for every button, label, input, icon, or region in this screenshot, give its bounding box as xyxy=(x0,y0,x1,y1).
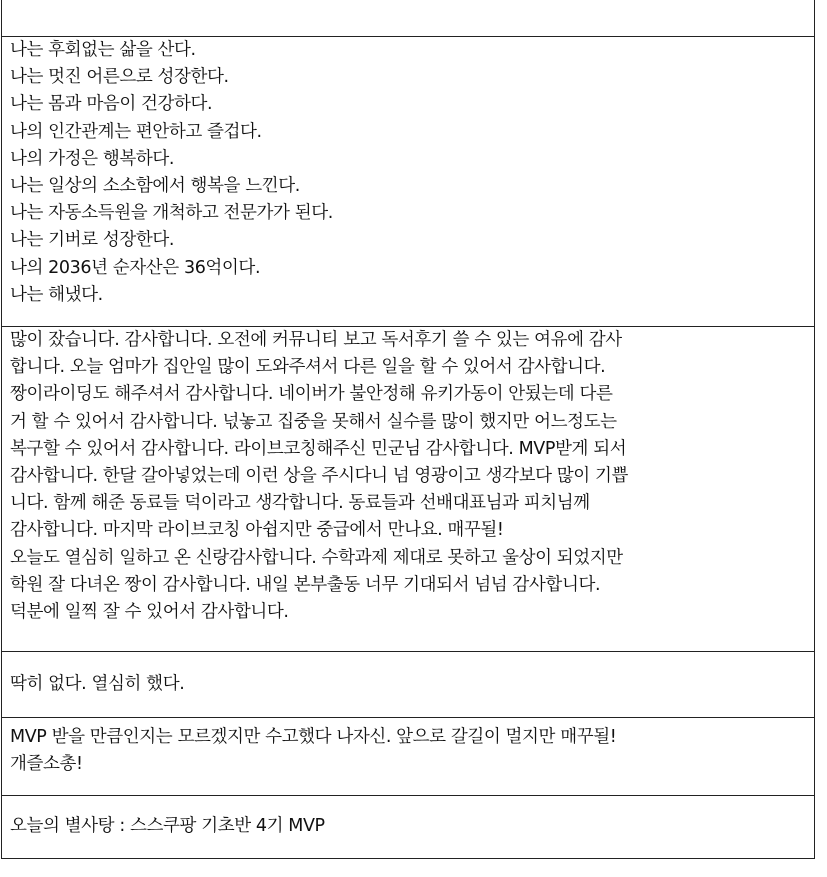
empty-header-row xyxy=(2,0,814,37)
gratitude-line: 합니다. 오늘 엄마가 집안일 많이 도와주셔서 다른 일을 할 수 있어서 감사합니다. xyxy=(10,357,606,378)
affirmation-line: 나의 인간관계는 편안하고 즐겁다. xyxy=(10,121,262,142)
journal-table xyxy=(1,0,815,859)
affirmation-line: 나는 후회없는 삶을 산다. xyxy=(10,40,196,60)
affirmation-line: 나의 2036년 순자산은 36억이다. xyxy=(10,257,261,278)
gratitude-line: 학원 잘 다녀온 짱이 감사합니다. 내일 본부출동 너무 기대되서 넘넘 감사합니다. xyxy=(10,574,601,595)
gratitude-line: 짱이라이딩도 해주셔서 감사합니다. 네이버가 불안정해 유키가동이 안됬는데 다른 xyxy=(10,384,613,405)
gratitude-cell xyxy=(2,326,814,651)
affirmation-line: 나는 멋진 어른으로 성장한다. xyxy=(10,67,229,88)
star-candy-cell xyxy=(2,795,814,858)
mvp-cell xyxy=(2,717,814,795)
affirmation-line: 나의 가정은 행복하다. xyxy=(10,148,175,169)
mvp-line: MVP 받을 만큼인지는 모르겠지만 수고했다 나자신. 앞으로 갈길이 멀지만 매꾸될! xyxy=(10,727,617,747)
gratitude-line: 감사합니다. 마지막 라이브코칭 아쉽지만 중급에서 만나요. 매꾸될! xyxy=(10,520,504,541)
affirmation-line: 나는 몸과 마음이 건강하다. xyxy=(10,94,213,115)
gratitude-line: 복구할 수 있어서 감사합니다. 라이브코칭해주신 민군님 감사합니다. MVP받게 되서 xyxy=(10,438,627,459)
star-candy-text: 오늘의 별사탕 : 스스쿠팡 기초반 4기 MVP xyxy=(10,816,325,837)
gratitude-line: 니다. 함께 해준 동료들 덕이라고 생각합니다. 동료들과 선배대표님과 피치님께 xyxy=(10,493,590,514)
reflection-cell xyxy=(2,651,814,717)
gratitude-line: 거 할 수 있어서 감사합니다. 넋놓고 집중을 못해서 실수를 많이 했지만 어느정도는 xyxy=(10,411,617,432)
affirmation-line: 나는 자동소득원을 개척하고 전문가가 된다. xyxy=(10,203,333,224)
affirmation-line: 나는 일상의 소소함에서 행복을 느낀다. xyxy=(10,176,300,197)
affirmation-line: 나는 해냈다. xyxy=(10,284,103,305)
affirmations-cell xyxy=(2,37,814,326)
gratitude-line: 많이 잤습니다. 감사합니다. 오전에 커뮤니티 보고 독서후기 쓸 수 있는 여유에 감사 xyxy=(10,330,622,350)
gratitude-line: 오늘도 열심히 일하고 온 신랑감사합니다. 수학과제 제대로 못하고 울상이 되었지만 xyxy=(10,547,623,568)
affirmation-line: 나는 기버로 성장한다. xyxy=(10,230,175,251)
gratitude-line: 덕분에 일찍 잘 수 있어서 감사합니다. xyxy=(10,602,289,623)
gratitude-line: 감사합니다. 한달 갈아넣었는데 이런 상을 주시다니 넘 영광이고 생각보다 많이 기쁩 xyxy=(10,466,628,487)
reflection-text: 딱히 없다. 열심히 했다. xyxy=(10,673,185,694)
mvp-line: 개즐소총! xyxy=(10,754,83,775)
